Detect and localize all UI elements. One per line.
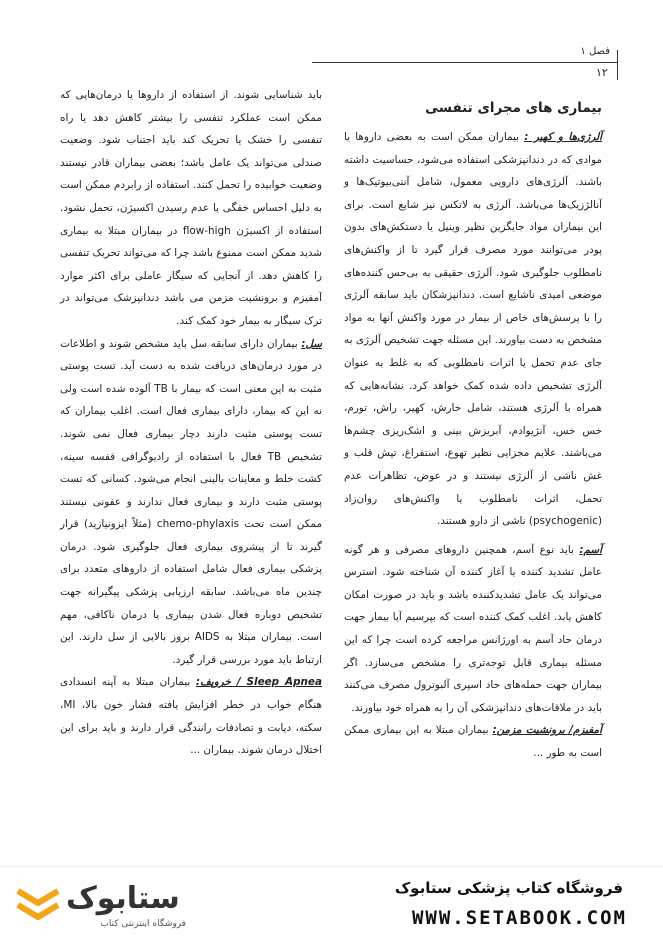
- paragraph-tuberculosis: [60, 333, 322, 672]
- paragraph-emphysema-continued: [60, 84, 322, 333]
- store-banner: [0, 866, 663, 940]
- header-rule: [312, 62, 618, 63]
- paragraph-body: بیماران مبتلا به این بیماری ممکن است به طور ...: [344, 724, 602, 760]
- paragraph-heading: آلرژی‌ها و کهیر :: [524, 131, 602, 143]
- paragraph-body: بیماران ممکن است به بعضی داروها یا موادی که در دندانپزشکی استفاده می‌شود، حساسیت داشته باشند. آلرژی‌های دارویی معمول، شامل آنتی‌بیوتیک‌ها و آنالژزیک‌ها می‌باشد. آلرژی به لاتکس نیز شایع است. برای این بیماران مواد جایگزین نظیر وینیل یا دستکش‌های بدون پودر می‌توانند مورد مصرف قرار گیرد تا از واکنش‌های نامطلوب جلوگیری شود. آلرژی حقیقی به بی‌حس کننده‌های موضعی امیدی ناشایع است. دندانپزشکان باید سابقه آلرژی را با پرسش‌های خاص از بیمار در مورد واکنش آنها به مواد مشخص به دست بیاورند. این مسئله جهت تشخیص آلرژی به جای عدم تحمل یا اثرات نامطلوبی که به غلط به عنوان آلرژی تشخیص داده شده کمک خواهد کرد. نشانه‌هایی که همراه با آلرژی هستند، شامل خارش، کهیر، راش، تورم، خس خس، آنژیوادم، آبریزش بینی و اشک‌ریزی چشم‌ها می‌باشند. علایم مجزایی نظیر تهوع، استفراغ، تپش قلب و غش ناشی از آلرژی نیستند و در عوض، تظاهرات عدم تحمل، اثرات نامطلوب یا واکنش‌های روان‌زاد (psychogenic) ناشی از دارو هستند.: [344, 131, 602, 528]
- paragraph-emphysema: [344, 719, 602, 764]
- paragraph-asthma: [344, 539, 602, 720]
- paragraph-allergy: [344, 126, 602, 533]
- chapter-label: فصل ۱: [580, 46, 610, 57]
- paragraph-sleep-apnea: [60, 671, 322, 761]
- paragraph-body: باید نوع آسم، همچنین داروهای مصرفی و هر گونه عامل تشدید کننده یا آغاز کننده آن شناخته شود. استرس می‌تواند یک عامل تشدیدکننده باشد و باید در صورت امکان کاهش یابد. اغلب کمک کننده است که بپرسیم آیا بیمار جهت درمان حاد آسم به اورژانس مراجعه کرده است چرا که این مسئله بیماری قابل توجه‌تری را مشخص می‌سازد. اگر بیماران جهت حمله‌های حاد اسپری آلبوترول مصرف می‌کنند باید در ملاقات‌های دندانپزشکی آن را به همراه خود بیاورند.: [344, 543, 602, 714]
- page-number: ۱۲: [596, 66, 608, 79]
- paragraph-body: بیماران مبتلا به آپنه انسدادی هنگام خواب در خطر افزایش یافته فشار خون بالا، MI، سکته، دیابت و تصادفات رانندگی قرار دارند و باید برای این اختلال درمان شوند. بیماران ...: [60, 676, 322, 757]
- store-logo[interactable]: [14, 881, 204, 929]
- page-fade-overlay: [0, 820, 663, 870]
- logo-tagline: فروشگاه اینترنتی کتاب: [100, 919, 186, 929]
- paragraph-heading: آمفیزم/ برونشیت مزمن:: [492, 724, 602, 737]
- paragraph-body: باید شناسایی شوند. از استفاده از داروها یا درمان‌هایی که ممکن است عملکرد تنفسی را بیشتر کاهش دهد یا راه تنفسی را خشک یا تحریک کند باید اجتناب شود. وضعیت صندلی می‌تواند یک عامل باشد؛ بعضی بیماران قادر نیستند وضعیت خوابیده را تحمل کنند. استفاده از رابردم ممکن است به دلیل احساس خفگی یا عدم رسیدن اکسیژن، تحمل نشود. استفاده از اکسیژن flow-high در بیماران مبتلا به بیماری شدید ممکن است ممنوع باشد چرا که می‌تواند تحریک تنفسی را کاهش دهد. از آنجایی که سیگار عاملی برای اکثر موارد آمفیزم و برونشیت مزمن می باشد دندانپزشک می‌تواند در ترک سیگار به بیمار خود کمک کند.: [60, 89, 322, 327]
- store-url-link[interactable]: WWW.SETABOOK.COM: [411, 907, 627, 929]
- paragraph-heading: Sleep Apnea / خروپف:: [195, 676, 322, 689]
- logo-wordmark: ستابوک: [66, 881, 180, 916]
- book-chevron-icon: [14, 881, 62, 929]
- right-column: [344, 98, 602, 765]
- left-column: [60, 84, 322, 762]
- paragraph-body: بیماران دارای سابقه سل باید مشخص شوند و اطلاعات در مورد درمان‌های دریافت شده به دست آید. تست پوستی مثبت به این معنی است که بیمار با TB آلوده شده است ولی نه این که بیمار، دارای بیماری فعال است. اغلب بیماران که تست پوستی مثبت دارند دچار بیماری فعال نمی شوند. تشخیص TB فعال با استفاده از رادیوگرافی قفسه سینه، کشت خلط و معاینات بالینی انجام می‌شود. کسانی که تست پوستی مثبت دارند و بیماری فعال ندارند و عفونی نیستند ممکن است تحت chemo-phylaxis (مثلاً ایزونیازید) قرار گیرند تا از پیشروی بیماری فعال جلوگیری شود. درمان پزشکی بیماری فعال شامل استفاده از داروهای متعدد برای چندین ماه می‌باشد. سابقه ارزیابی پزشکی پیگیرانه جهت تشخیص دوباره فعال شدن بیماری یا درمان ناکافی، مهم است. بیماران مبتلا به AIDS بروز بالایی از سل دارند. این ارتباط باید مورد بررسی قرار گیرد.: [60, 337, 322, 666]
- section-title: بیماری های مجرای تنفسی: [425, 100, 602, 116]
- store-name: فروشگاه کتاب پزشکی ستابوک: [394, 879, 623, 897]
- header-divider-vertical: [617, 50, 618, 80]
- paragraph-heading: آسم:: [579, 543, 602, 556]
- paragraph-heading: سل:: [301, 337, 322, 350]
